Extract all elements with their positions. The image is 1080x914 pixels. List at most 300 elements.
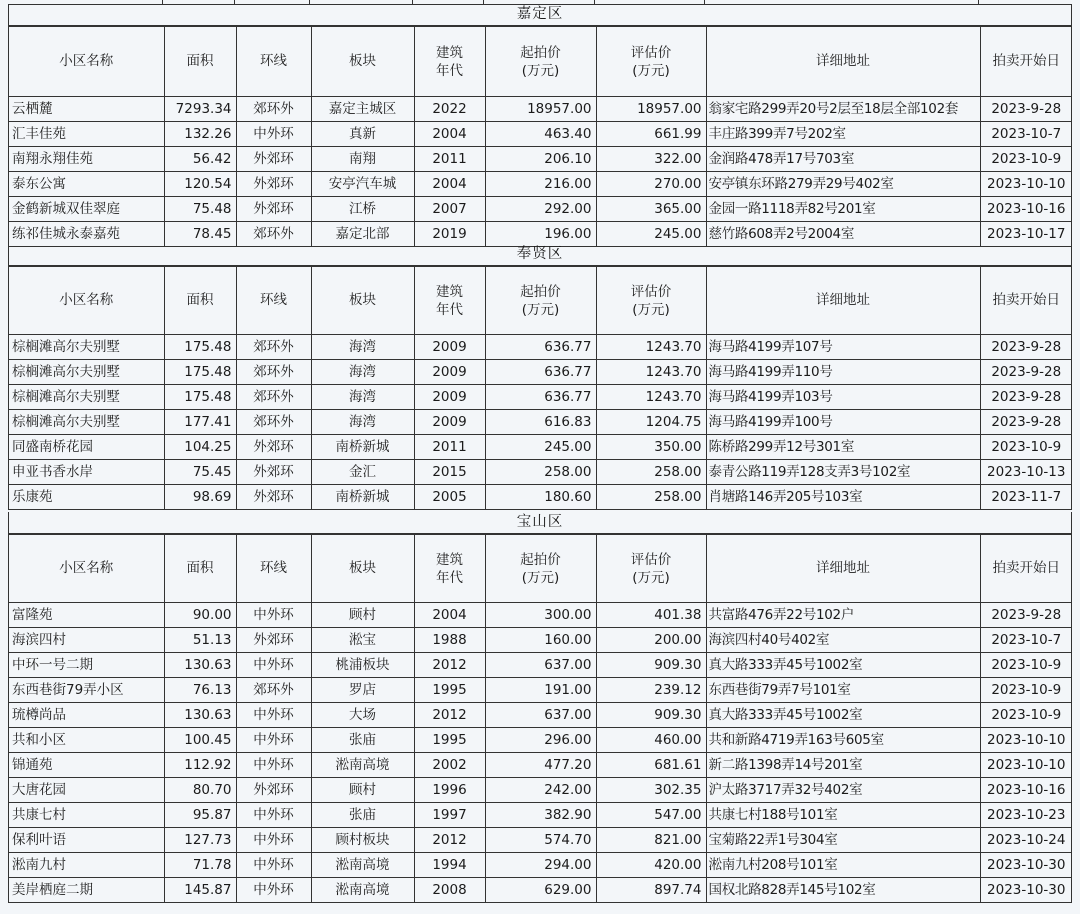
header-ring-line: 环线 (260, 560, 287, 576)
header-start-price (485, 267, 596, 335)
header-eval-price-line: (万元) (632, 301, 670, 318)
cell-eval: 909.30 (596, 703, 706, 728)
cell-start: 574.70 (485, 828, 596, 853)
cell-ring: 郊环外 (236, 335, 311, 360)
header-area-line: 面积 (186, 53, 214, 69)
cell-eval: 420.00 (596, 853, 706, 878)
cell-date: 2023-10-7 (980, 628, 1072, 653)
cell-ring: 中外环 (236, 878, 311, 903)
cell-ring: 郊环外 (236, 222, 311, 247)
cell-name: 申亚书香水岸 (9, 460, 164, 485)
header-ring (236, 267, 311, 335)
cell-address: 共富路476弄22号102户 (706, 603, 980, 628)
cell-eval: 239.12 (596, 678, 706, 703)
cell-address: 共康七村188号101室 (706, 803, 980, 828)
cell-start: 245.00 (485, 435, 596, 460)
cell-name: 棕榈滩高尔夫别墅 (9, 385, 164, 410)
cell-block: 淞南高境 (311, 753, 414, 778)
cell-eval: 681.61 (596, 753, 706, 778)
cell-year: 2007 (414, 197, 485, 222)
cell-eval: 1243.70 (596, 385, 706, 410)
cell-date: 2023-9-28 (980, 335, 1072, 360)
cell-area: 80.70 (164, 778, 236, 803)
header-block-line: 板块 (349, 292, 376, 308)
district-section (8, 4, 1072, 247)
header-address (706, 535, 980, 603)
header-date (980, 535, 1072, 603)
cell-address: 共和新路4719弄163号605室 (706, 728, 980, 753)
cell-block: 安亭汽车城 (311, 172, 414, 197)
header-address (706, 27, 980, 97)
cell-eval: 258.00 (596, 485, 706, 510)
header-name-line: 小区名称 (59, 292, 114, 308)
header-start-price-line: (万元) (521, 301, 560, 318)
cell-year: 2002 (414, 753, 485, 778)
cell-block: 张庙 (311, 803, 414, 828)
table-row (9, 335, 1072, 360)
cell-name: 棕榈滩高尔夫别墅 (9, 360, 164, 385)
header-date-line: 拍卖开始日 (992, 560, 1060, 576)
cell-address: 陈桥路299弄12号301室 (706, 435, 980, 460)
header-start-price-line: (万元) (521, 569, 560, 586)
header-start-price-line: 起拍价 (520, 551, 561, 568)
header-year-line: 建筑 (436, 44, 463, 61)
cell-start: 160.00 (485, 628, 596, 653)
cell-area: 127.73 (164, 828, 236, 853)
header-area (164, 535, 236, 603)
cell-block: 嘉定北部 (311, 222, 414, 247)
cell-year: 1995 (414, 728, 485, 753)
cell-block: 淞宝 (311, 628, 414, 653)
cell-name: 美岸栖庭二期 (9, 878, 164, 903)
cell-address: 沪太路3717弄32号402室 (706, 778, 980, 803)
cell-start: 637.00 (485, 653, 596, 678)
table-row (9, 878, 1072, 903)
table-row (9, 435, 1072, 460)
cell-eval: 661.99 (596, 122, 706, 147)
header-address-line: 详细地址 (816, 53, 870, 69)
cell-start: 191.00 (485, 678, 596, 703)
cell-name: 棕榈滩高尔夫别墅 (9, 335, 164, 360)
cell-start: 300.00 (485, 603, 596, 628)
cell-date: 2023-10-7 (980, 122, 1072, 147)
table-row (9, 778, 1072, 803)
header-block (311, 27, 414, 97)
cell-ring: 外郊环 (236, 435, 311, 460)
cell-date: 2023-10-17 (980, 222, 1072, 247)
cell-name: 乐康苑 (9, 485, 164, 510)
cell-year: 2015 (414, 460, 485, 485)
cell-area: 51.13 (164, 628, 236, 653)
cell-start: 294.00 (485, 853, 596, 878)
cell-area: 95.87 (164, 803, 236, 828)
table-row (9, 753, 1072, 778)
cell-name: 富隆苑 (9, 603, 164, 628)
cell-ring: 外郊环 (236, 628, 311, 653)
cell-address: 国权北路828弄145号102室 (706, 878, 980, 903)
cell-start: 18957.00 (485, 97, 596, 122)
cell-name: 海滨四村 (9, 628, 164, 653)
cell-block: 江桥 (311, 197, 414, 222)
header-address-line: 详细地址 (816, 560, 870, 576)
cell-block: 金汇 (311, 460, 414, 485)
cell-date: 2023-10-10 (980, 728, 1072, 753)
cell-area: 90.00 (164, 603, 236, 628)
table-row (9, 460, 1072, 485)
cell-year: 2012 (414, 703, 485, 728)
cell-eval: 365.00 (596, 197, 706, 222)
header-ring (236, 535, 311, 603)
cell-block: 罗店 (311, 678, 414, 703)
table-row (9, 97, 1072, 122)
header-block-line: 板块 (349, 560, 376, 576)
cell-eval: 245.00 (596, 222, 706, 247)
cell-address: 真大路333弄45号1002室 (706, 703, 980, 728)
header-name (9, 27, 164, 97)
cell-name: 东西巷街79弄小区 (9, 678, 164, 703)
cell-eval: 258.00 (596, 460, 706, 485)
auction-table (9, 534, 1072, 903)
cell-block: 嘉定主城区 (311, 97, 414, 122)
cell-address: 新二路1398弄14号201室 (706, 753, 980, 778)
cell-block: 南桥新城 (311, 485, 414, 510)
cell-area: 130.63 (164, 703, 236, 728)
cell-year: 1994 (414, 853, 485, 878)
cell-ring: 外郊环 (236, 147, 311, 172)
cell-start: 616.83 (485, 410, 596, 435)
cell-year: 2011 (414, 147, 485, 172)
cell-block: 真新 (311, 122, 414, 147)
cell-date: 2023-11-7 (980, 485, 1072, 510)
cell-name: 练祁佳城永泰嘉苑 (9, 222, 164, 247)
cell-eval: 350.00 (596, 435, 706, 460)
cell-ring: 外郊环 (236, 460, 311, 485)
cell-name: 共和小区 (9, 728, 164, 753)
header-year-line: 建筑 (436, 551, 463, 568)
header-ring-line: 环线 (260, 292, 287, 308)
cell-name: 云栖麓 (9, 97, 164, 122)
cell-name: 金鹤新城双佳翠庭 (9, 197, 164, 222)
table-row (9, 385, 1072, 410)
table-row (9, 853, 1072, 878)
header-year (414, 27, 485, 97)
table-row (9, 803, 1072, 828)
cell-address: 金园一路1118弄82号201室 (706, 197, 980, 222)
cell-start: 477.20 (485, 753, 596, 778)
cell-date: 2023-10-9 (980, 147, 1072, 172)
cell-eval: 897.74 (596, 878, 706, 903)
cell-eval: 909.30 (596, 653, 706, 678)
cell-start: 242.00 (485, 778, 596, 803)
cell-area: 145.87 (164, 878, 236, 903)
cell-date: 2023-10-23 (980, 803, 1072, 828)
cell-address: 泰青公路119弄128支弄3号102室 (706, 460, 980, 485)
cell-start: 292.00 (485, 197, 596, 222)
auction-table (9, 26, 1072, 247)
cell-date: 2023-10-9 (980, 678, 1072, 703)
header-area-line: 面积 (186, 292, 214, 308)
cell-address: 丰庄路399弄7号202室 (706, 122, 980, 147)
cell-area: 56.42 (164, 147, 236, 172)
cell-start: 206.10 (485, 147, 596, 172)
cell-start: 636.77 (485, 385, 596, 410)
cell-area: 98.69 (164, 485, 236, 510)
header-eval-price (596, 535, 706, 603)
cell-name: 中环一号二期 (9, 653, 164, 678)
cell-block: 顾村 (311, 603, 414, 628)
cell-start: 637.00 (485, 703, 596, 728)
cell-area: 76.13 (164, 678, 236, 703)
cell-eval: 18957.00 (596, 97, 706, 122)
cell-year: 2022 (414, 97, 485, 122)
cell-area: 112.92 (164, 753, 236, 778)
table-row (9, 410, 1072, 435)
cell-eval: 460.00 (596, 728, 706, 753)
cell-block: 南翔 (311, 147, 414, 172)
cell-eval: 1204.75 (596, 410, 706, 435)
table-row (9, 122, 1072, 147)
header-eval-price (596, 27, 706, 97)
table-row (9, 628, 1072, 653)
cell-date: 2023-9-28 (980, 97, 1072, 122)
cell-name: 棕榈滩高尔夫别墅 (9, 410, 164, 435)
cell-date: 2023-10-9 (980, 703, 1072, 728)
table-row (9, 603, 1072, 628)
header-area (164, 27, 236, 97)
header-block (311, 267, 414, 335)
cell-block: 张庙 (311, 728, 414, 753)
cell-block: 南桥新城 (311, 435, 414, 460)
cell-block: 淞南高境 (311, 878, 414, 903)
cell-year: 2012 (414, 828, 485, 853)
cell-ring: 外郊环 (236, 485, 311, 510)
cell-area: 132.26 (164, 122, 236, 147)
header-year-line: 年代 (436, 569, 463, 586)
header-start-price-line: 起拍价 (520, 283, 561, 300)
cell-year: 2004 (414, 603, 485, 628)
header-block (311, 535, 414, 603)
cell-area: 177.41 (164, 410, 236, 435)
header-area-line: 面积 (186, 560, 214, 576)
cell-year: 2009 (414, 410, 485, 435)
cell-block: 顾村板块 (311, 828, 414, 853)
cell-eval: 322.00 (596, 147, 706, 172)
cell-area: 104.25 (164, 435, 236, 460)
cell-block: 桃浦板块 (311, 653, 414, 678)
cell-name: 泰东公寓 (9, 172, 164, 197)
table-row (9, 197, 1072, 222)
cell-year: 1996 (414, 778, 485, 803)
cell-name: 大唐花园 (9, 778, 164, 803)
cell-block: 顾村 (311, 778, 414, 803)
table-row (9, 828, 1072, 853)
cell-address: 海马路4199弄100号 (706, 410, 980, 435)
cell-address: 海马路4199弄107号 (706, 335, 980, 360)
header-ring (236, 27, 311, 97)
cell-year: 2019 (414, 222, 485, 247)
cell-year: 1995 (414, 678, 485, 703)
cell-address: 海滨四村40号402室 (706, 628, 980, 653)
cell-year: 2004 (414, 172, 485, 197)
cell-ring: 中外环 (236, 122, 311, 147)
cell-year: 2009 (414, 385, 485, 410)
header-date-line: 拍卖开始日 (992, 292, 1060, 308)
cell-date: 2023-10-30 (980, 853, 1072, 878)
cell-date: 2023-10-16 (980, 197, 1072, 222)
district-title: 奉贤区 (9, 244, 1071, 266)
cell-address: 海马路4199弄103号 (706, 385, 980, 410)
cell-name: 南翔永翔佳苑 (9, 147, 164, 172)
header-date-line: 拍卖开始日 (992, 53, 1060, 69)
cell-eval: 1243.70 (596, 335, 706, 360)
table-header-row (9, 267, 1072, 335)
table-row (9, 485, 1072, 510)
header-start-price-line: (万元) (521, 62, 560, 79)
header-eval-price (596, 267, 706, 335)
cell-year: 2004 (414, 122, 485, 147)
cell-area: 7293.34 (164, 97, 236, 122)
header-eval-price-line: (万元) (632, 569, 670, 586)
table-row (9, 703, 1072, 728)
cell-year: 2011 (414, 435, 485, 460)
table-header-row (9, 27, 1072, 97)
cell-ring: 中外环 (236, 803, 311, 828)
cell-address: 安亭镇东环路279弄29号402室 (706, 172, 980, 197)
table-row (9, 728, 1072, 753)
cell-name: 淞南九村 (9, 853, 164, 878)
table-row (9, 172, 1072, 197)
cell-address: 金润路478弄17号703室 (706, 147, 980, 172)
header-name-line: 小区名称 (59, 53, 114, 69)
header-name-line: 小区名称 (59, 560, 114, 576)
cell-address: 真大路333弄45号1002室 (706, 653, 980, 678)
cell-ring: 中外环 (236, 603, 311, 628)
cell-area: 175.48 (164, 360, 236, 385)
district-title: 宝山区 (9, 512, 1071, 534)
cell-address: 慈竹路608弄2号2004室 (706, 222, 980, 247)
cell-address: 东西巷街79弄7号101室 (706, 678, 980, 703)
cell-year: 2012 (414, 653, 485, 678)
district-title: 嘉定区 (9, 4, 1071, 26)
header-date (980, 27, 1072, 97)
table-header-row (9, 535, 1072, 603)
cell-area: 130.63 (164, 653, 236, 678)
header-name (9, 535, 164, 603)
cell-name: 保利叶语 (9, 828, 164, 853)
cell-name: 锦通苑 (9, 753, 164, 778)
cell-area: 175.48 (164, 385, 236, 410)
cell-ring: 中外环 (236, 653, 311, 678)
cell-address: 肖塘路146弄205号103室 (706, 485, 980, 510)
cell-date: 2023-9-28 (980, 410, 1072, 435)
cell-ring: 郊环外 (236, 385, 311, 410)
table-row (9, 653, 1072, 678)
cell-date: 2023-9-28 (980, 385, 1072, 410)
header-eval-price-line: (万元) (632, 62, 670, 79)
cell-block: 海湾 (311, 385, 414, 410)
cell-start: 382.90 (485, 803, 596, 828)
cell-ring: 中外环 (236, 728, 311, 753)
header-address (706, 267, 980, 335)
cell-start: 296.00 (485, 728, 596, 753)
cell-ring: 郊环外 (236, 410, 311, 435)
cell-area: 78.45 (164, 222, 236, 247)
cell-address: 淞南九村208号101室 (706, 853, 980, 878)
header-start-price (485, 535, 596, 603)
header-year-line: 年代 (436, 62, 463, 79)
cell-year: 2009 (414, 360, 485, 385)
cell-date: 2023-10-16 (980, 778, 1072, 803)
cell-area: 71.78 (164, 853, 236, 878)
cell-ring: 中外环 (236, 703, 311, 728)
cell-address: 宝菊路22弄1号304室 (706, 828, 980, 853)
cell-name: 琉樽尚品 (9, 703, 164, 728)
cell-block: 淞南高境 (311, 853, 414, 878)
cell-date: 2023-10-9 (980, 653, 1072, 678)
cell-date: 2023-9-28 (980, 603, 1072, 628)
header-date (980, 267, 1072, 335)
cell-area: 75.48 (164, 197, 236, 222)
header-start-price-line: 起拍价 (520, 44, 561, 61)
cell-ring: 中外环 (236, 828, 311, 853)
cell-area: 175.48 (164, 335, 236, 360)
cell-eval: 1243.70 (596, 360, 706, 385)
cell-ring: 外郊环 (236, 172, 311, 197)
cell-date: 2023-9-28 (980, 360, 1072, 385)
cell-year: 2005 (414, 485, 485, 510)
cell-eval: 200.00 (596, 628, 706, 653)
cell-ring: 中外环 (236, 753, 311, 778)
district-section (8, 244, 1072, 510)
cell-year: 1988 (414, 628, 485, 653)
header-eval-price-line: 评估价 (630, 283, 672, 300)
header-year-line: 建筑 (436, 283, 463, 300)
cell-year: 1997 (414, 803, 485, 828)
cell-date: 2023-10-30 (980, 878, 1072, 903)
cell-block: 大场 (311, 703, 414, 728)
table-row (9, 678, 1072, 703)
cell-eval: 547.00 (596, 803, 706, 828)
cell-block: 海湾 (311, 410, 414, 435)
cell-ring: 郊环外 (236, 360, 311, 385)
cell-date: 2023-10-9 (980, 435, 1072, 460)
cell-area: 75.45 (164, 460, 236, 485)
cell-address: 翁家宅路299弄20号2层至18层全部102套 (706, 97, 980, 122)
cell-area: 100.45 (164, 728, 236, 753)
header-ring-line: 环线 (260, 53, 287, 69)
cell-ring: 郊环外 (236, 678, 311, 703)
cell-area: 120.54 (164, 172, 236, 197)
cell-ring: 外郊环 (236, 197, 311, 222)
header-address-line: 详细地址 (816, 292, 870, 308)
cell-eval: 270.00 (596, 172, 706, 197)
cell-start: 629.00 (485, 878, 596, 903)
cell-start: 196.00 (485, 222, 596, 247)
cell-year: 2008 (414, 878, 485, 903)
table-row (9, 147, 1072, 172)
auction-table (9, 266, 1072, 510)
cell-start: 216.00 (485, 172, 596, 197)
cell-start: 463.40 (485, 122, 596, 147)
table-row (9, 360, 1072, 385)
table-row (9, 222, 1072, 247)
cell-year: 2009 (414, 335, 485, 360)
cell-start: 180.60 (485, 485, 596, 510)
header-year-line: 年代 (436, 301, 463, 318)
cell-start: 258.00 (485, 460, 596, 485)
cell-name: 共康七村 (9, 803, 164, 828)
cell-start: 636.77 (485, 360, 596, 385)
